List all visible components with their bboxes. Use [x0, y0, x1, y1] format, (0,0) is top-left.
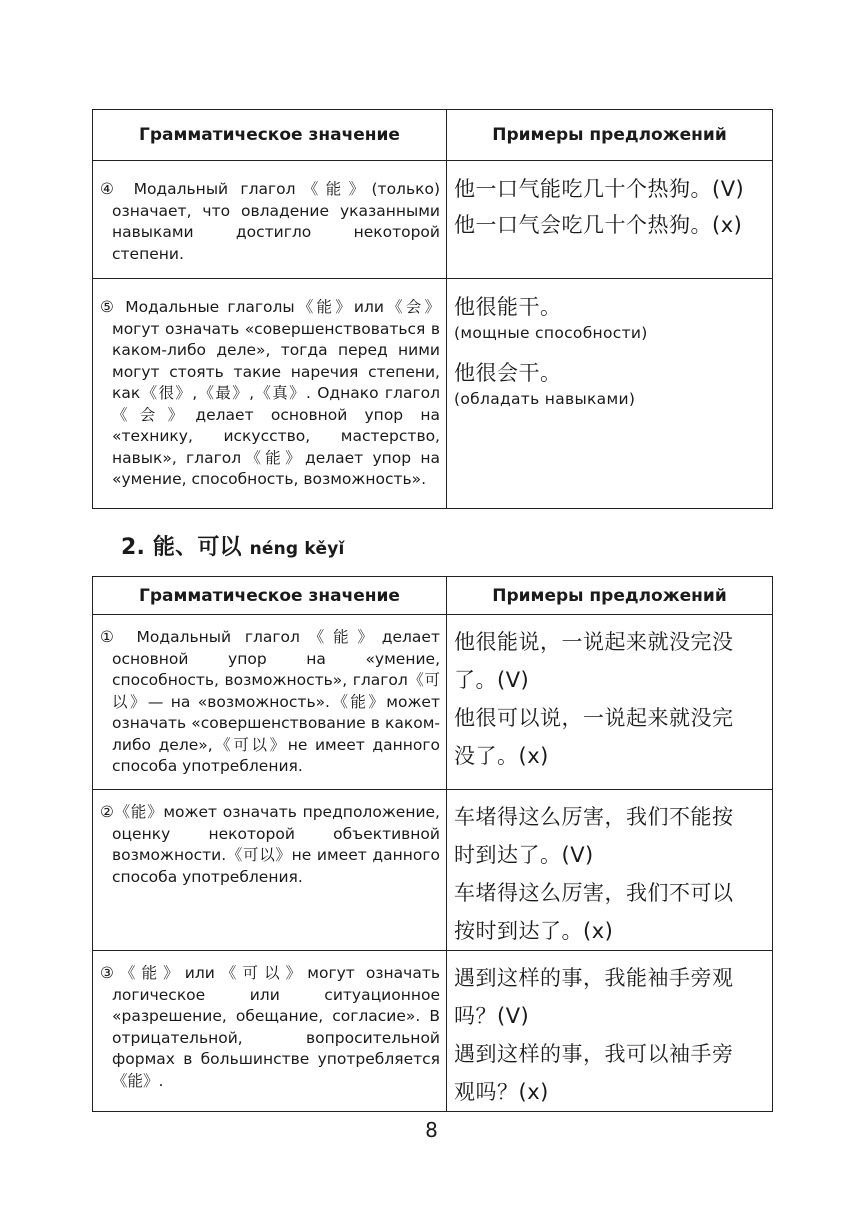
example-sentence: 遇到这样的事，我可以袖手旁	[454, 1042, 734, 1066]
examples-cell	[447, 279, 773, 509]
meaning-cell	[93, 279, 447, 509]
example-sentence: 他很能说，一说起来就没完没	[454, 630, 734, 654]
section-heading	[121, 530, 345, 561]
table-header-row	[93, 110, 773, 161]
meaning-text: ⑤ Модальные глаголы《能》или《会》могут означать «совершенствоваться в каком-либо деле», тогда перед ними могут стоять такие наречия степени, как《很》,《最》,《真》. Однако глагол《会》делает основной упор на «технику, искусство, мастерство, навык», глагол《能》делает упор на «умение, способность, возможность».	[100, 298, 440, 488]
examples-cell	[447, 951, 773, 1112]
example-sentence: 他一口气能吃几十个热狗。(V)	[454, 177, 745, 201]
meaning-text: ① Модальный глагол《能》делает основной упор на «умение, способность, возможность», глагол《可以》— на «возможность».《能》может означать «совершенствование в каком-либо деле»,《可以》не имеет данного способа употребления.	[100, 628, 440, 775]
examples-cell	[447, 161, 773, 279]
example-sentence: 观吗？(x)	[454, 1080, 549, 1104]
examples-cell	[447, 790, 773, 951]
meaning-text: ④ Модальный глагол《能》(только) означает, что овладение указанными навыками достигло некоторой степени.	[100, 180, 440, 263]
table-row	[93, 161, 773, 279]
meaning-cell	[93, 161, 447, 279]
table-row	[93, 790, 773, 951]
meaning-text: ②《能》может означать предположение, оценку некоторой объективной возможности.《可以》не имеет данного способа употребления.	[100, 803, 440, 886]
example-sentence: 时到达了。(V)	[454, 843, 594, 867]
example-sentence: 车堵得这么厉害，我们不能按	[454, 805, 734, 829]
grammar-table-1	[92, 109, 773, 509]
example-note: (обладать навыками)	[454, 390, 636, 408]
example-sentence: 车堵得这么厉害，我们不可以	[454, 881, 734, 905]
page-number: 8	[425, 1118, 438, 1142]
example-sentence: 了。(V)	[454, 668, 530, 692]
meaning-cell	[93, 790, 447, 951]
meaning-text: ③《能》или《可以》могут означать логическое или ситуационное «разрешение, обещание, согласие». В отрицательной, вопросительной формах в большинстве употребляется《能》.	[100, 964, 440, 1090]
meaning-cell	[93, 951, 447, 1112]
table-row	[93, 615, 773, 790]
grammar-table-2	[92, 576, 773, 1112]
example-sentence: 他一口气会吃几十个热狗。(x)	[454, 213, 743, 237]
examples-cell	[447, 615, 773, 790]
table-header-row	[93, 577, 773, 615]
example-sentence: 吗？(V)	[454, 1004, 530, 1028]
column-header-examples: Примеры предложений	[447, 110, 773, 161]
meaning-cell	[93, 615, 447, 790]
column-header-examples: Примеры предложений	[447, 577, 773, 615]
example-sentence: 他很会干。	[454, 361, 562, 385]
table-row	[93, 951, 773, 1112]
section-pinyin: néng kěyǐ	[249, 539, 345, 559]
example-note: (мощные способности)	[454, 324, 648, 342]
column-header-meaning: Грамматическое значение	[93, 577, 447, 615]
section-title: 2. 能、可以	[121, 535, 242, 560]
example-sentence: 没了。(x)	[454, 744, 549, 768]
example-sentence: 按时到达了。(x)	[454, 919, 614, 943]
table-row	[93, 279, 773, 509]
example-sentence: 他很可以说，一说起来就没完	[454, 706, 734, 730]
example-sentence: 遇到这样的事，我能袖手旁观	[454, 966, 734, 990]
column-header-meaning: Грамматическое значение	[93, 110, 447, 161]
example-sentence: 他很能干。	[454, 295, 562, 319]
